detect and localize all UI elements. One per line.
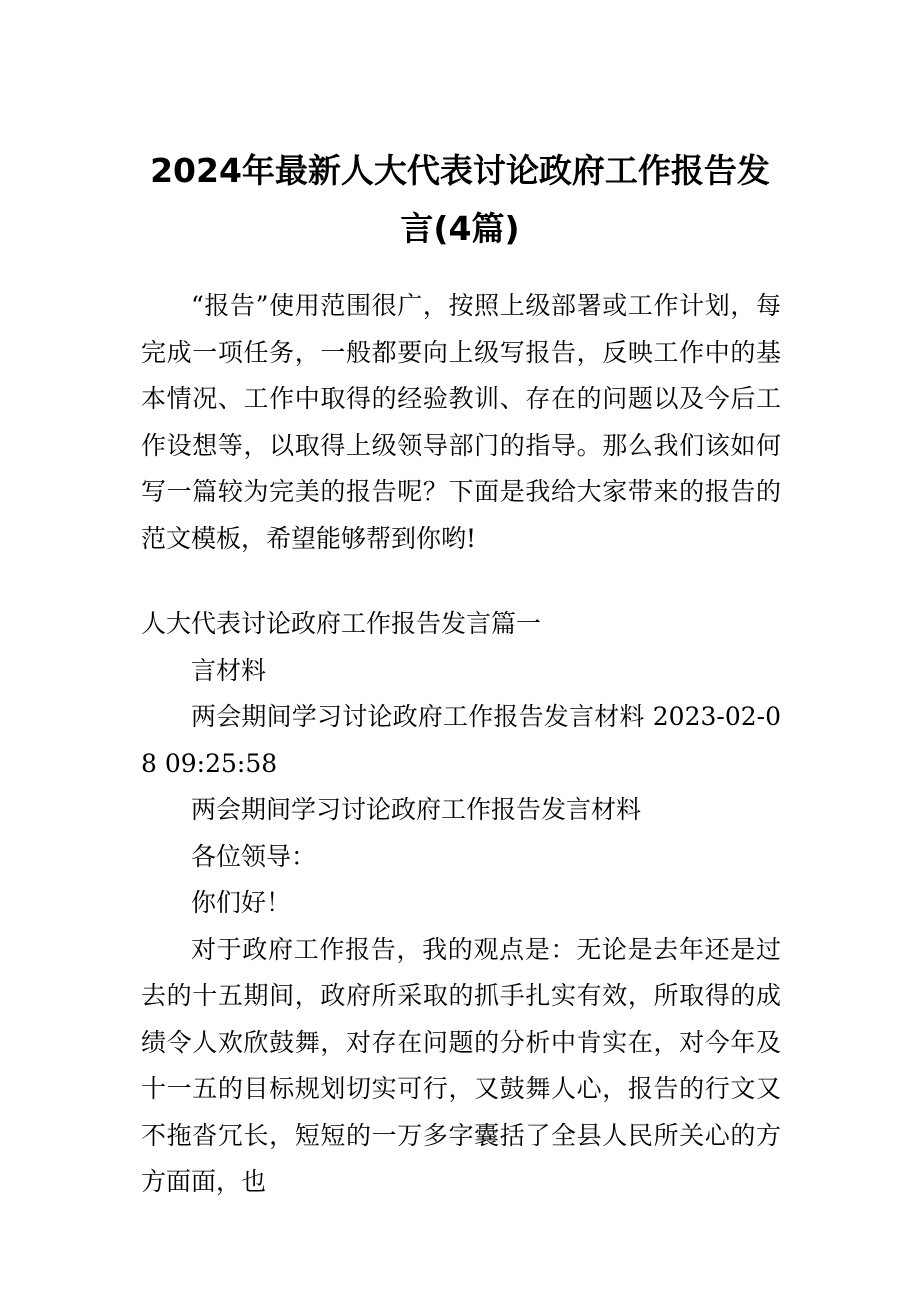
- paragraph-opinion: 对于政府工作报告，我的观点是：无论是去年还是过去的十五期间，政府所采取的抓手扎实有效，所取得的成绩令人欢欣鼓舞，对存在问题的分析中肯实在，对今年及十一五的目标规划切实可行，又鼓舞人心，报告的行文又不拖沓冗长，短短的一万多字囊括了全县人民所关心的方方面面，也: [141, 934, 781, 1196]
- paragraph-meeting-title: 两会期间学习讨论政府工作报告发言材料: [191, 795, 642, 824]
- document-title-line-2: 言(4篇): [400, 209, 520, 248]
- document-title-line-1: 2024年最新人大代表讨论政府工作报告发: [150, 151, 770, 190]
- section-spacer: [141, 562, 781, 601]
- paragraph-greeting: 你们好！: [191, 888, 292, 917]
- paragraph-material: 言材料: [191, 655, 267, 685]
- section-heading: 人大代表讨论政府工作报告发言篇一: [141, 609, 542, 638]
- document-body: [141, 283, 781, 1206]
- paragraph-salutation: 各位领导：: [191, 841, 317, 871]
- document-title: [140, 142, 780, 258]
- intro-paragraph: “报告”使用范围很广，按照上级部署或工作计划，每完成一项任务，一般都要向上级写报告，反映工作中的基本情况、工作中取得的经验教训、存在的问题以及今后工作设想等，以取得上级领导部门的指导。那么我们该如何写一篇较为完美的报告呢？下面是我给大家带来的报告的范文模板，希望能够帮到你哟!: [141, 291, 781, 553]
- paragraph-meeting-title-dated: 两会期间学习讨论政府工作报告发言材料 2023-02-08 09:25:58: [141, 702, 781, 778]
